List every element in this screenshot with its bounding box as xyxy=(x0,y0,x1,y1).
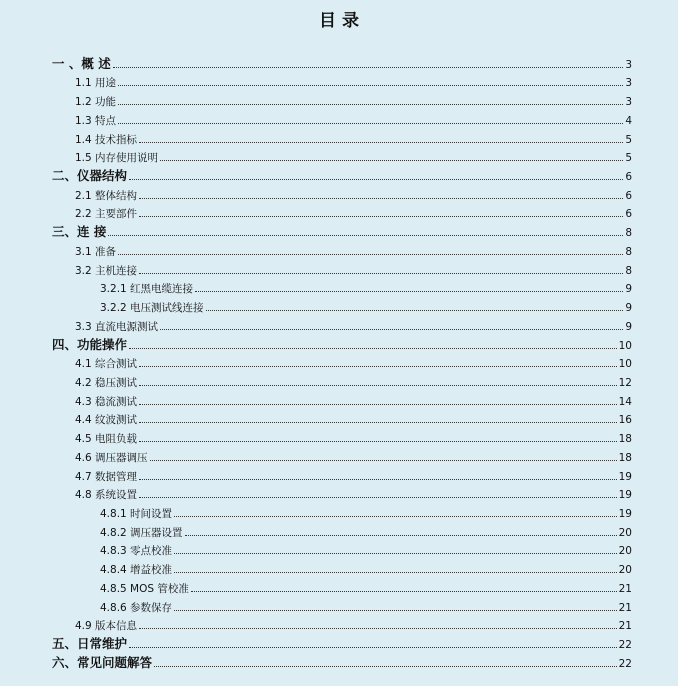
toc-entry[interactable] xyxy=(52,240,632,259)
toc-entry[interactable] xyxy=(52,558,632,577)
dot-leader xyxy=(139,479,617,480)
toc-entry-label: 3.2.1 红黑电缆连接 xyxy=(100,283,194,296)
toc-entry-page-number: 20 xyxy=(618,564,632,577)
toc-entry[interactable] xyxy=(52,278,632,297)
toc-entry[interactable] xyxy=(52,540,632,559)
toc-entry-label: 4.8 系统设置 xyxy=(75,489,138,502)
toc-entry[interactable] xyxy=(52,53,632,72)
dot-leader xyxy=(206,310,624,311)
toc-entry-page-number: 18 xyxy=(618,451,632,464)
toc-entry-label: 4.8.6 参数保存 xyxy=(100,601,173,614)
toc-entry-page-number: 9 xyxy=(625,283,632,296)
toc-entry-page-number: 4 xyxy=(625,114,632,127)
toc-entry-label: 2.1 整体结构 xyxy=(75,189,138,202)
toc-entry[interactable] xyxy=(52,577,632,596)
toc-entry-page-number: 14 xyxy=(618,395,632,408)
toc-entry-page-number: 3 xyxy=(625,96,632,109)
toc-entry-page-number: 20 xyxy=(618,545,632,558)
dot-leader xyxy=(118,85,623,86)
toc-entry[interactable] xyxy=(52,128,632,147)
toc-entry[interactable] xyxy=(52,484,632,503)
toc-entry-label: 3.2 主机连接 xyxy=(75,264,138,277)
toc-entry-page-number: 22 xyxy=(618,639,632,651)
dot-leader xyxy=(139,441,617,442)
toc-entry-label: 三、连 接 xyxy=(52,224,107,240)
toc-entry[interactable] xyxy=(52,633,632,652)
toc-entry-label: 4.4 纹波测试 xyxy=(75,414,138,427)
dot-leader xyxy=(118,123,623,124)
dot-leader xyxy=(174,516,617,517)
toc-entry-page-number: 21 xyxy=(618,601,632,614)
toc-entry-page-number: 9 xyxy=(625,320,632,333)
toc-entry-page-number: 22 xyxy=(618,657,632,670)
dot-leader xyxy=(113,67,624,68)
toc-entry-page-number: 8 xyxy=(625,227,632,240)
toc-entry-page-number: 18 xyxy=(618,433,632,446)
toc-entry-label: 2.2 主要部件 xyxy=(75,208,138,221)
toc-entry-page-number: 20 xyxy=(618,526,632,539)
toc-entry-label: 4.9 版本信息 xyxy=(75,620,138,633)
toc-entry-label: 3.2.2 电压测试线连接 xyxy=(100,302,204,315)
toc-entry[interactable] xyxy=(52,521,632,540)
toc-entry[interactable] xyxy=(52,371,632,390)
dot-leader xyxy=(150,460,617,461)
dot-leader xyxy=(185,535,617,536)
dot-leader xyxy=(154,666,617,667)
dot-leader xyxy=(139,142,623,143)
toc-entry-label: 3.1 准备 xyxy=(75,245,117,258)
dot-leader xyxy=(118,254,623,255)
toc-entry-label: 4.8.5 MOS 管校准 xyxy=(100,582,189,595)
toc-entry-label: 4.1 综合测试 xyxy=(75,358,138,371)
toc-entry-page-number: 8 xyxy=(625,264,632,277)
toc-entry-label: 1.2 功能 xyxy=(75,96,117,109)
page-title: 目 录 xyxy=(319,11,359,31)
toc-entry-page-number: 21 xyxy=(618,582,632,595)
toc-entry-label: 1.5 内存使用说明 xyxy=(75,152,159,165)
toc-entry[interactable] xyxy=(52,427,632,446)
toc-entry-label: 六、常见问题解答 xyxy=(52,654,153,670)
toc-entry-page-number: 3 xyxy=(625,77,632,90)
toc-entry-label: 四、功能操作 xyxy=(52,336,128,352)
toc-entry[interactable] xyxy=(52,72,632,91)
toc-entry-page-number: 5 xyxy=(625,152,632,165)
dot-leader xyxy=(191,591,617,592)
dot-leader xyxy=(139,366,617,367)
toc-entry-label: 4.6 调压器调压 xyxy=(75,451,148,464)
toc-entry[interactable] xyxy=(52,334,632,353)
toc-entry-label: 3.3 直流电源测试 xyxy=(75,320,159,333)
dot-leader xyxy=(195,291,623,292)
toc-entry-page-number: 6 xyxy=(625,208,632,221)
dot-leader xyxy=(139,216,623,217)
dot-leader xyxy=(174,610,617,611)
toc-entry-label: 4.8.1 时间设置 xyxy=(100,507,173,520)
toc-entry[interactable] xyxy=(52,259,632,278)
toc-entry[interactable] xyxy=(52,109,632,128)
toc-entry-page-number: 8 xyxy=(625,245,632,258)
dot-leader xyxy=(139,628,617,629)
dot-leader xyxy=(160,329,623,330)
toc-entry[interactable] xyxy=(52,615,632,634)
toc-entry-page-number: 16 xyxy=(618,414,632,427)
toc-entry-page-number: 19 xyxy=(618,507,632,520)
toc-entry-label: 五、日常维护 xyxy=(52,636,128,651)
toc-entry-label: 4.8.3 零点校准 xyxy=(100,545,173,558)
toc-entry[interactable] xyxy=(52,502,632,521)
dot-leader xyxy=(174,572,617,573)
toc-entry[interactable] xyxy=(52,390,632,409)
toc-entry-page-number: 6 xyxy=(625,189,632,202)
toc-entry-page-number: 3 xyxy=(625,58,632,71)
dot-leader xyxy=(139,385,617,386)
dot-leader xyxy=(139,198,623,199)
toc-entry-page-number: 5 xyxy=(625,133,632,146)
toc-entry-page-number: 19 xyxy=(618,470,632,483)
toc-entry-label: 4.3 稳流测试 xyxy=(75,395,138,408)
toc-entry-page-number: 19 xyxy=(618,489,632,502)
toc-entry-label: 一 、概 述 xyxy=(52,55,111,71)
toc-entry-label: 4.8.2 调压器设置 xyxy=(100,526,183,539)
dot-leader xyxy=(129,179,623,180)
table-of-contents xyxy=(52,53,632,671)
toc-entry-label: 4.8.4 增益校准 xyxy=(100,564,173,577)
toc-entry[interactable] xyxy=(52,184,632,203)
toc-entry[interactable] xyxy=(52,596,632,615)
toc-entry[interactable] xyxy=(52,409,632,428)
toc-entry[interactable] xyxy=(52,296,632,315)
dot-leader xyxy=(108,235,623,236)
toc-entry-page-number: 10 xyxy=(618,358,632,371)
toc-entry-page-number: 6 xyxy=(625,171,632,184)
toc-entry[interactable] xyxy=(52,221,632,240)
toc-entry[interactable] xyxy=(52,446,632,465)
toc-entry[interactable] xyxy=(52,203,632,222)
dot-leader xyxy=(129,348,617,349)
dot-leader xyxy=(139,497,617,498)
dot-leader xyxy=(129,647,617,648)
toc-entry[interactable] xyxy=(52,652,632,671)
toc-entry-label: 1.1 用途 xyxy=(75,77,117,90)
dot-leader xyxy=(139,404,617,405)
dot-leader xyxy=(160,160,623,161)
toc-entry-label: 4.2 稳压测试 xyxy=(75,376,138,389)
toc-entry[interactable] xyxy=(52,90,632,109)
toc-entry-page-number: 9 xyxy=(625,302,632,315)
toc-entry-page-number: 21 xyxy=(618,620,632,633)
dot-leader xyxy=(139,422,617,423)
dot-leader xyxy=(118,104,623,105)
toc-entry-page-number: 12 xyxy=(618,376,632,389)
toc-entry-label: 二、仪器结构 xyxy=(52,168,128,184)
toc-entry-label: 1.4 技术指标 xyxy=(75,133,138,146)
toc-entry[interactable] xyxy=(52,315,632,334)
toc-entry[interactable] xyxy=(52,465,632,484)
toc-entry[interactable] xyxy=(52,165,632,184)
dot-leader xyxy=(174,553,617,554)
toc-entry-label: 4.5 电阻负载 xyxy=(75,433,138,446)
toc-entry-label: 1.3 特点 xyxy=(75,114,117,127)
toc-entry-page-number: 10 xyxy=(618,339,632,352)
toc-entry[interactable] xyxy=(52,353,632,372)
toc-entry-label: 4.7 数据管理 xyxy=(75,470,138,483)
dot-leader xyxy=(139,273,623,274)
toc-entry[interactable] xyxy=(52,147,632,166)
